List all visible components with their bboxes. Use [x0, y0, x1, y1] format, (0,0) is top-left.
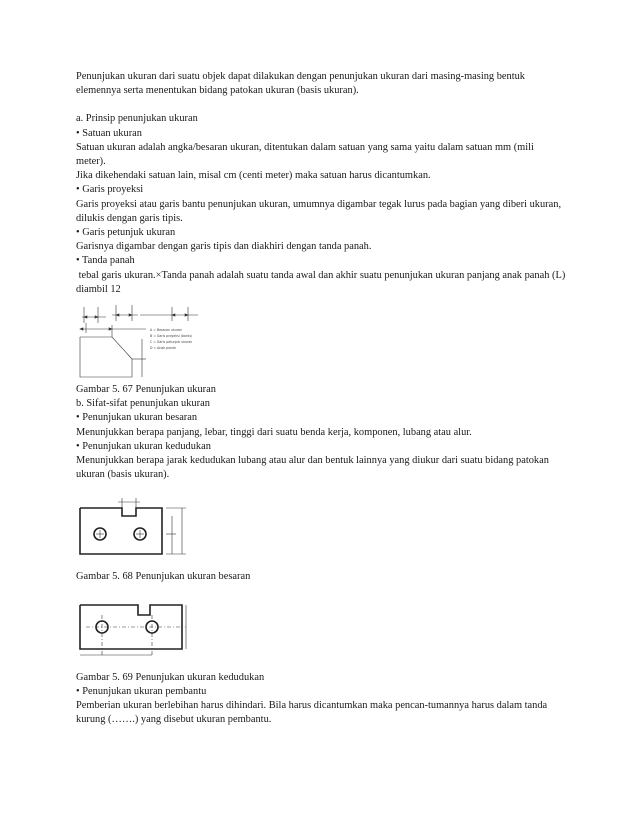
panah-text: tebal garis ukuran.×Tanda panah adalah suatu tanda awal dan akhir suatu penunjukan ukuran panjang anak panah (L) diambil 12 [76, 269, 568, 295]
figure-ukuran-besaran [76, 488, 196, 560]
petunjuk-title: • Garis petunjuk ukuran [76, 227, 176, 239]
fig1-legend-d: D = Anak panah [150, 346, 177, 351]
petunjuk-text: Garisnya digambar dengan garis tipis dan diakhiri dengan tanda panah. [76, 241, 372, 253]
section-a-heading: a. Prinsip penunjukan ukuran [76, 113, 198, 125]
kedudukan-text: Menunjukkan berapa jarak kedudukan lubang atau alur dan bentuk lainnya yang diukur dari suatu bidang patokan ukuran (basis ukuran). [76, 455, 549, 481]
fig1-legend-b: B = Garis proyeksi (bantu) [150, 334, 193, 339]
proyeksi-text: Garis proyeksi atau garis bantu penunjukan ukuran, umumnya digambar tegak lurus pada bagian yang diberi ukuran, dilukis dengan garis tipis. [76, 198, 562, 224]
section-b-heading: b. Sifat-sifat penunjukan ukuran [76, 398, 210, 410]
pembantu-title: • Penunjukan ukuran pembantu [76, 685, 207, 697]
caption-fig-67: Gambar 5. 67 Penunjukan ukuran [76, 384, 216, 396]
caption-fig-69: Gambar 5. 69 Penunjukan ukuran kedudukan [76, 671, 265, 683]
intro-paragraph: Penunjukan ukuran dari suatu objek dapat dilakukan dengan penunjukan ukuran dari masing-masing bentuk elemennya serta menentukan bidang patokan ukuran (basis ukuran). [76, 71, 525, 97]
besaran-title: • Penunjukan ukuran besaran [76, 412, 198, 424]
satuan-title: • Satuan ukuran [76, 127, 142, 139]
caption-fig-68: Gambar 5. 68 Penunjukan ukuran besaran [76, 571, 251, 583]
figure-dimension-elements [76, 299, 236, 381]
document-page [76, 70, 566, 727]
satuan-text-2: Jika dikehendaki satuan lain, misal cm (centi meter) maka satuan harus dicantumkan. [76, 170, 431, 182]
pembantu-text: Pemberian ukuran berlebihan harus dihindari. Bila harus dicantumkan maka pencan-tumannya harus dalam tanda kurung (…….) yang disebut ukuran pembantu. [76, 700, 548, 726]
satuan-text-1: Satuan ukuran adalah angka/besaran ukuran, ditentukan dalam satuan yang sama yaitu dalam satuan mm (mili meter). [76, 141, 534, 168]
kedudukan-title: • Penunjukan ukuran kedudukan [76, 440, 211, 452]
panah-title: • Tanda panah [76, 255, 135, 267]
besaran-text: Menunjukkan berapa panjang, lebar, tinggi dari suatu benda kerja, komponen, lubang atau alur. [76, 426, 472, 438]
figure-ukuran-kedudukan [76, 591, 196, 663]
fig1-legend-a: A = Besaran ukuran [150, 328, 183, 333]
proyeksi-title: • Garis proyeksi [76, 184, 144, 196]
fig1-legend-c: C = Garis petunjuk ukuran [150, 340, 193, 345]
